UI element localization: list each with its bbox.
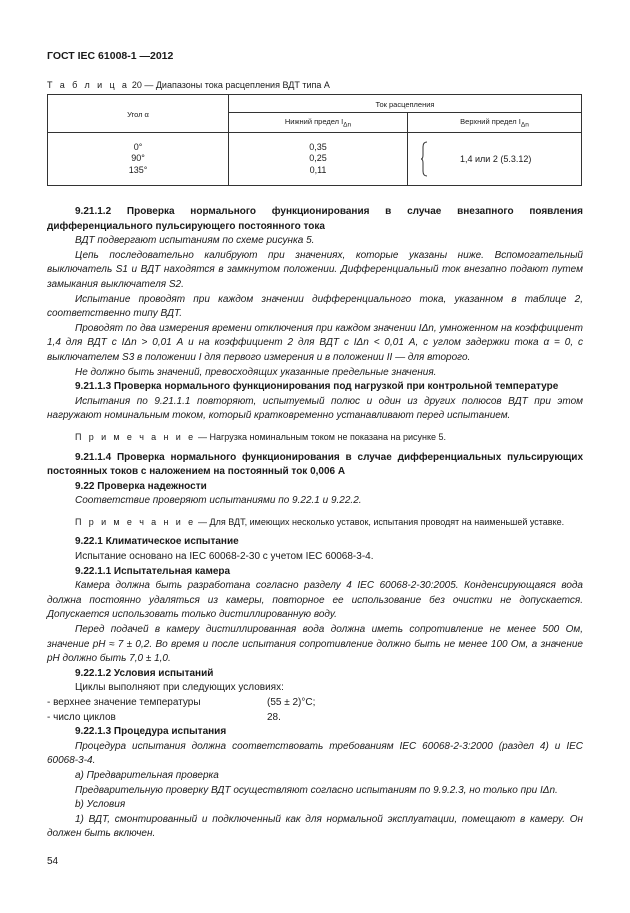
- paragraph: Испытание основано на IEC 60068-2-30 с учетом IEC 60068-3-4.: [75, 551, 374, 563]
- section-title: 9.21.1.3 Проверка нормального функционирования под нагрузкой при контрольной температуре: [75, 381, 559, 393]
- brace-icon: [420, 141, 430, 177]
- paragraph: Циклы выполняют при следующих условиях:: [75, 682, 284, 694]
- section-title: 9.21.1.2 Проверка нормального функционирования в случае внезапного появления дифференциального пульсирующего постоянного тока: [47, 206, 583, 232]
- page-number: 54: [47, 856, 59, 867]
- angle-value: 0°: [133, 141, 143, 152]
- paragraph: Перед подачей в камеру дистиллированная вода должна иметь сопротивление не менее 500 Ом, значение рН ≈ 7 ± 0,2. Во время и после испытания сопротивление должно быть не менее 100 Ом, а значение рН должно быть 7,0 ± 1,0.: [47, 624, 583, 665]
- paragraph: Проводят по два измерения времени отключения при каждом значении IΔn, умноженном на коэффициент 1,4 для ВДТ с IΔn > 0,01 А и на коэффициент 2 для ВДТ с IΔn < 0,01 А, с углом задержки тока α = 0, с выключателем S3 в положении I для первого измерения и в положении II — для второго.: [47, 322, 583, 363]
- paragraph: Камера должна быть разработана согласно разделу 4 IEC 60068-2-30:2005. Конденсирующаяся вода должна постоянно удаляться из камеры, повторное ее использование без очистки не допускается. Допускается использовать только дистиллированную воду.: [47, 580, 583, 621]
- table-caption-prefix: Т а б л и ц а: [47, 80, 130, 90]
- upper-value-cell: [408, 133, 582, 186]
- upper-value: 1,4 или 2 (5.3.12): [460, 154, 532, 164]
- paragraph: Предварительную проверку ВДТ осуществляют согласно испытаниям по 9.9.2.3, но только при IΔn.: [75, 784, 558, 796]
- paragraph: Не должно быть значений, превосходящих указанные предельные значения.: [75, 366, 437, 378]
- table-caption: [47, 80, 330, 90]
- table-caption-text: 20 — Диапазоны тока расцепления ВДТ типа А: [131, 80, 330, 90]
- header-angle: Угол α: [48, 95, 229, 133]
- section-title: 9.22.1.3 Процедура испытания: [75, 726, 227, 738]
- header-trip-current: Ток расцепления: [229, 95, 582, 113]
- note: П р и м е ч а н и е — Нагрузка номинальным током не показана на рисунке 5.: [75, 431, 446, 442]
- paragraph: Испытание проводят при каждом значении дифференциального тока, указанном в таблице 2, соответственно типу ВДТ.: [47, 293, 583, 320]
- lower-values-cell: [229, 133, 408, 186]
- lower-value: 0,35: [309, 141, 327, 152]
- paragraph: Испытания по 9.21.1.1 повторяют, испытуемый полюс и один из других полюсов ВДТ при этом нагружают номинальным током, который кратковременно устанавливают перед испытанием.: [47, 395, 583, 422]
- header-upper-limit: Верхний предел $I_{\Delta n}$: [408, 113, 582, 133]
- section-title: 9.21.1.4 Проверка нормального функционирования в случае дифференциальных пульсирующих постоянных токов с наложением на постоянный ток 0,006 А: [47, 451, 583, 478]
- document-body: [47, 205, 583, 842]
- paragraph: Цепь последовательно калибруют при значениях, которые указаны ниже. Вспомогательный выключатель S1 и ВДТ находятся в замкнутом положении. Дифференциальный ток внезапно подают путем замыкания выключателя S2.: [47, 249, 583, 290]
- lower-value: 0,11: [309, 164, 327, 175]
- section-title: 9.22.1.2 Условия испытаний: [75, 667, 214, 679]
- list-item: - верхнее значение температуры (55 ± 2)°С;: [47, 697, 316, 708]
- header-lower-limit: Нижний предел $I_{\Delta n}$: [229, 113, 408, 133]
- note: П р и м е ч а н и е — Для ВДТ, имеющих несколько уставок, испытания проводят на наименьшей уставке.: [75, 516, 565, 527]
- angle-value: 135°: [128, 164, 148, 175]
- list-item: - число циклов 28.: [47, 711, 281, 723]
- paragraph: b) Условия: [75, 799, 126, 811]
- paragraph: Процедура испытания должна соответствовать требованиям IEC 60068-2-3:2000 (раздел 4) и IEC 60068-3-4.: [47, 740, 583, 767]
- section-title: 9.22.1.1 Испытательная камера: [75, 565, 231, 577]
- lower-value: 0,25: [309, 153, 327, 164]
- section-title: 9.22 Проверка надежности: [75, 480, 207, 492]
- paragraph: а) Предварительная проверка: [75, 769, 219, 781]
- standard-header: ГОСТ IEC 61008-1 —2012: [47, 50, 174, 62]
- angle-value: 90°: [131, 153, 145, 164]
- paragraph: Соответствие проверяют испытаниями по 9.22.1 и 9.22.2.: [75, 495, 362, 507]
- section-title: 9.22.1 Климатическое испытание: [75, 536, 239, 548]
- trip-current-table: [47, 94, 582, 186]
- paragraph: ВДТ подвергают испытаниям по схеме рисунка 5.: [75, 235, 315, 247]
- paragraph: 1) ВДТ, смонтированный и подключенный как для нормальной эксплуатации, помещают в камеру. Он должен быть включен.: [47, 813, 583, 840]
- angle-values-cell: [48, 133, 229, 186]
